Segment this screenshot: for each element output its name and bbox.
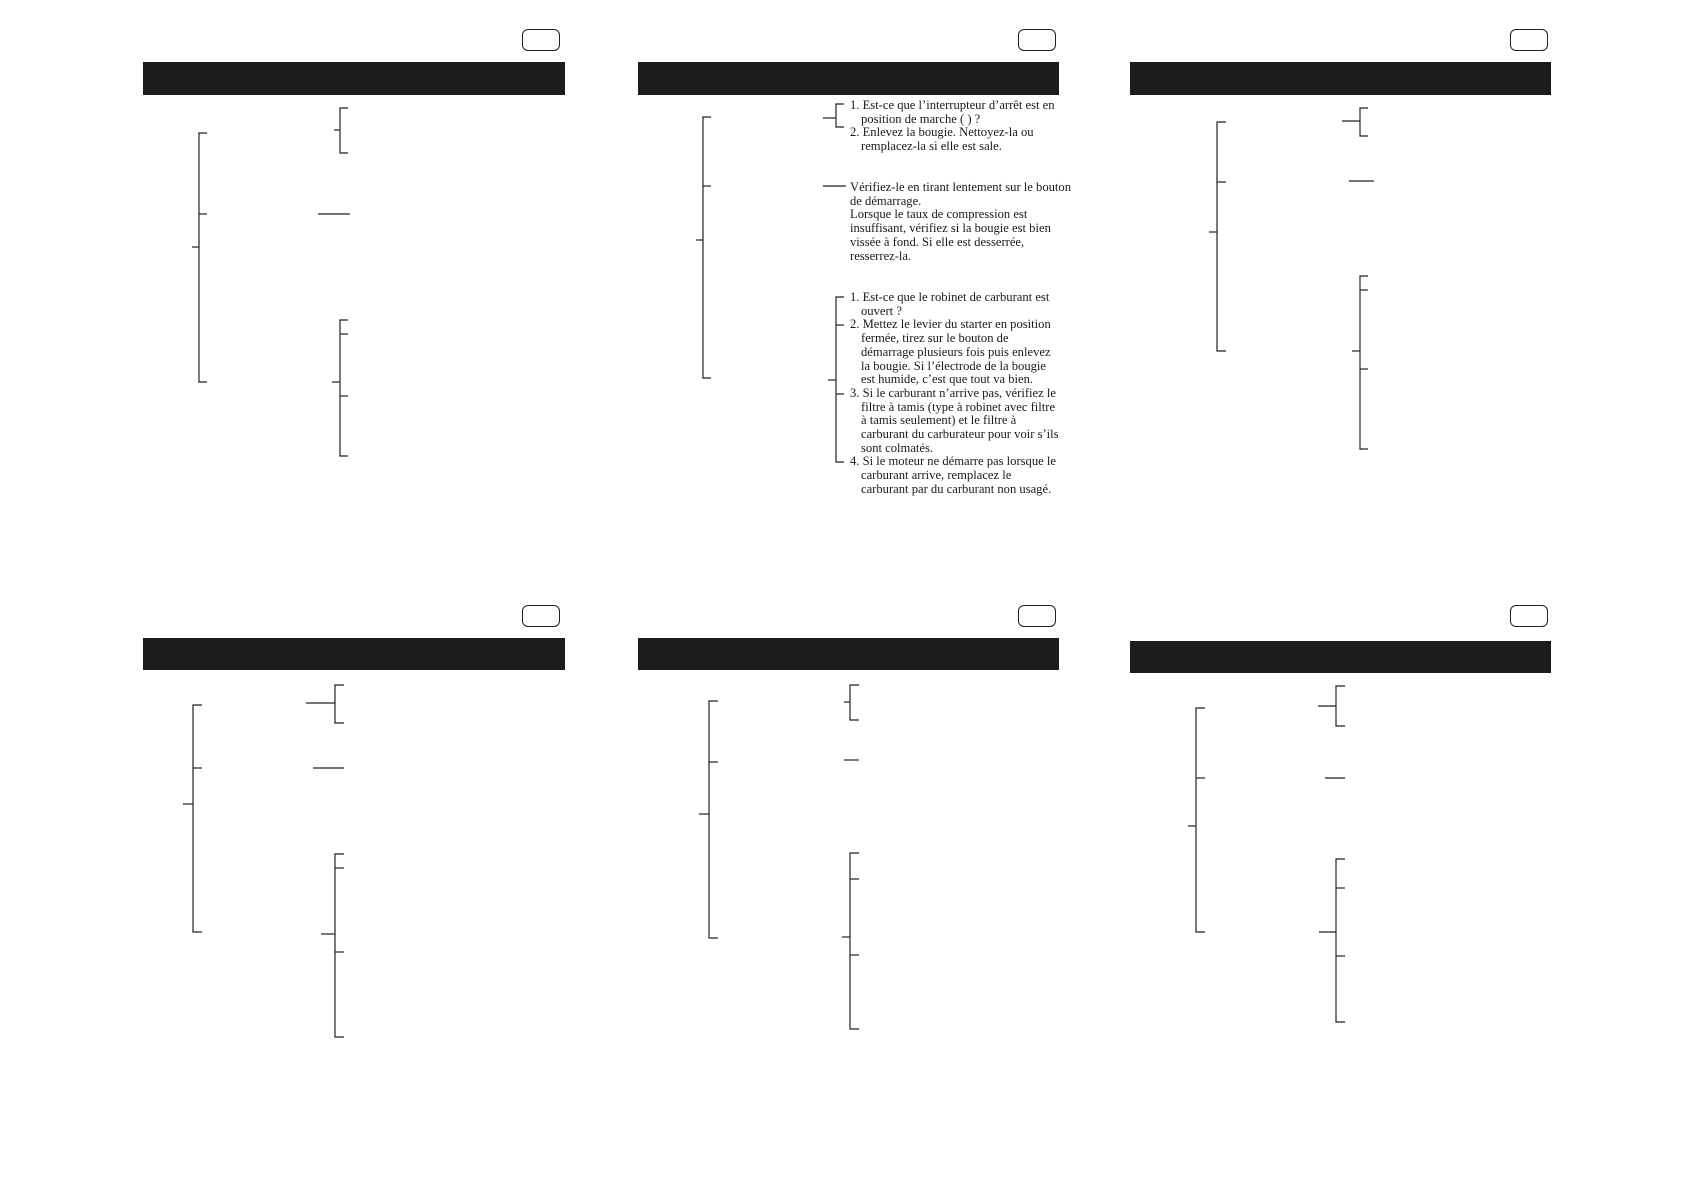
title-bar-bottom-left	[143, 638, 565, 670]
spark-check-item: 1. Est-ce que l’interrupteur d’arrêt est en position de marche ( ) ?	[850, 98, 1055, 126]
compression-line: resserrez-la.	[850, 248, 912, 263]
compression-line: Vérifiez-le en tirant lentement sur le bouton	[850, 180, 1072, 194]
title-bar-top-right	[1130, 62, 1551, 95]
tree-bottom-center	[699, 685, 859, 1029]
compression-line: Lorsque le taux de compression est	[850, 207, 1028, 222]
compression-line: de démarrage.	[850, 193, 922, 208]
spark-checks-list	[850, 99, 1058, 154]
page-number-badge-top-left	[522, 29, 560, 51]
title-bar-top-left	[143, 62, 565, 95]
tree-bottom-left	[183, 685, 344, 1037]
title-bar-bottom-right	[1130, 641, 1551, 673]
tree-top-center	[696, 104, 846, 462]
page-number-badge-bottom-right	[1510, 605, 1548, 627]
fuel-check-item: 2. Mettez le levier du starter en position fermée, tirez sur le bouton de démarrage plusieurs fois puis enlevez la bougie. Si l’électrode de la bougie est humide, c’est que tout va bien.	[850, 317, 1051, 387]
tree-bottom-right	[1188, 686, 1345, 1022]
fuel-check-item: 4. Si le moteur ne démarre pas lorsque le carburant arrive, remplacez le carburant par du carburant non usagé.	[850, 454, 1056, 496]
compression-check-text	[850, 181, 1072, 263]
title-bar-top-center	[638, 62, 1059, 95]
compression-line: insuffisant, vérifiez si la bougie est bien	[850, 221, 1051, 236]
fuel-check-item: 1. Est-ce que le robinet de carburant est ouvert ?	[850, 290, 1050, 318]
compression-line: vissée à fond. Si elle est desserrée,	[850, 234, 1025, 249]
tree-top-right	[1209, 108, 1374, 449]
title-bar-bottom-center	[638, 638, 1059, 670]
page-number-badge-bottom-left	[522, 605, 560, 627]
fuel-checks-list	[850, 291, 1060, 497]
spark-check-item: 2. Enlevez la bougie. Nettoyez-la ou remplacez-la si elle est sale.	[850, 125, 1034, 154]
page-number-badge-top-center	[1018, 29, 1056, 51]
page-number-badge-top-right	[1510, 29, 1548, 51]
fuel-check-item: 3. Si le carburant n’arrive pas, vérifiez le filtre à tamis (type à robinet avec filtre à tamis seulement) et le filtre à carburant du carburateur pour voir s’ils sont colmatés.	[850, 385, 1059, 455]
tree-top-left	[192, 108, 350, 456]
page-number-badge-bottom-center	[1018, 605, 1056, 627]
